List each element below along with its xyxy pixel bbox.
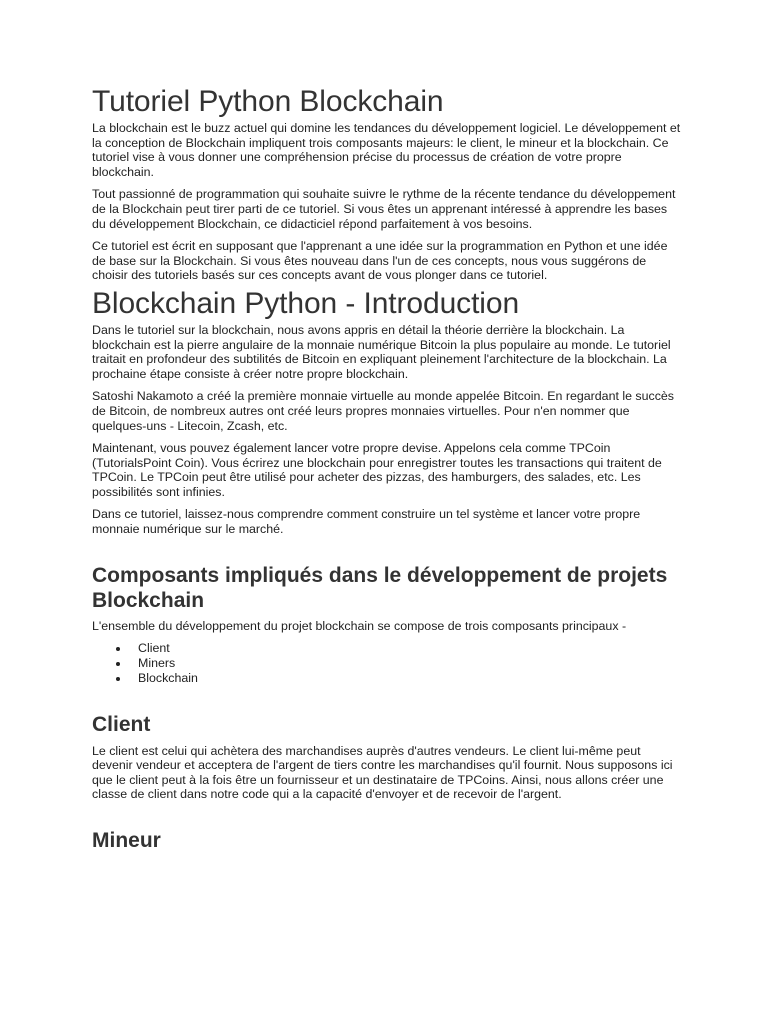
intro-paragraph-2: Tout passionné de programmation qui souhaite suivre le rythme de la récente tendance du développement de la Blockchain peut tirer parti de ce tutoriel. Si vous êtes un apprenant intéressé à apprendre les bases du développement Blockchain, ce didacticiel répond parfaitement à vos besoins.	[92, 187, 676, 231]
components-heading: Composants impliqués dans le développement de projets Blockchain	[92, 563, 668, 612]
introduction-paragraph-4: Dans ce tutoriel, laissez-nous comprendre comment construire un tel système et lancer votre propre monnaie numérique sur le marché.	[92, 507, 641, 537]
list-item: Blockchain	[138, 671, 682, 686]
document-page	[92, 84, 682, 853]
intro-paragraph-1: La blockchain est le buzz actuel qui domine les tendances du développement logiciel. Le développement et la conception de Blockchain impliquent trois composants majeurs: le client, le mineur et la blockchain. Ce tutoriel vise à vous donner une compréhension précise du processus de création de votre propre blockchain.	[92, 121, 681, 179]
introduction-paragraph-2: Satoshi Nakamoto a créé la première monnaie virtuelle au monde appelée Bitcoin. En regardant le succès de Bitcoin, de nombreux autres ont créé leurs propres monnaies virtuelles. Pour n'en nommer que quelques-uns - Litecoin, Zcash, etc.	[92, 389, 674, 433]
document-title: Tutoriel Python Blockchain	[92, 85, 444, 118]
list-item: Miners	[138, 656, 682, 671]
introduction-paragraph-1: Dans le tutoriel sur la blockchain, nous avons appris en détail la théorie derrière la blockchain. La blockchain est la pierre angulaire de la monnaie numérique Bitcoin la plus populaire au monde. Le tutoriel traitait en profondeur des subtilités de Bitcoin en expliquant pleinement l'architecture de la blockchain. La prochaine étape consiste à créer notre propre blockchain.	[92, 322, 671, 381]
introduction-paragraph-3: Maintenant, vous pouvez également lancer votre propre devise. Appelons cela comme TPCoin (TutorialsPoint Coin). Vous écrirez une blockchain pour enregistrer toutes les transactions qui traitent de TPCoin. Le TPCoin peut être utilisé pour acheter des pizzas, des hamburgers, des salades, etc. Les possibilités sont infinies.	[92, 441, 662, 499]
intro-paragraph-3: Ce tutoriel est écrit en supposant que l'apprenant a une idée sur la programmation en Python et une idée de base sur la Blockchain. Si vous êtes nouveau dans l'un de ces concepts, nous vous suggérons de choisir des tutoriels basés sur ces concepts avant de vous plonger dans ce tutoriel.	[92, 239, 668, 283]
list-item: Client	[138, 641, 682, 656]
miner-heading: Mineur	[92, 829, 161, 853]
components-list	[92, 641, 682, 685]
client-paragraph: Le client est celui qui achètera des marchandises auprès d'autres vendeurs. Le client lui-même peut devenir vendeur et acceptera de l'argent de tiers contre les marchandises qu'il fournit. Nous supposons ici que le client peut à la fois être un fournisseur et un destinataire de TPCoins. Ainsi, nous allons créer une classe de client dans notre code qui a la capacité d'envoyer et de recevoir de l'argent.	[92, 743, 673, 802]
introduction-heading: Blockchain Python - Introduction	[92, 286, 520, 320]
components-lead: L'ensemble du développement du projet blockchain se compose de trois composants principaux -	[92, 618, 627, 633]
client-heading: Client	[92, 712, 151, 736]
